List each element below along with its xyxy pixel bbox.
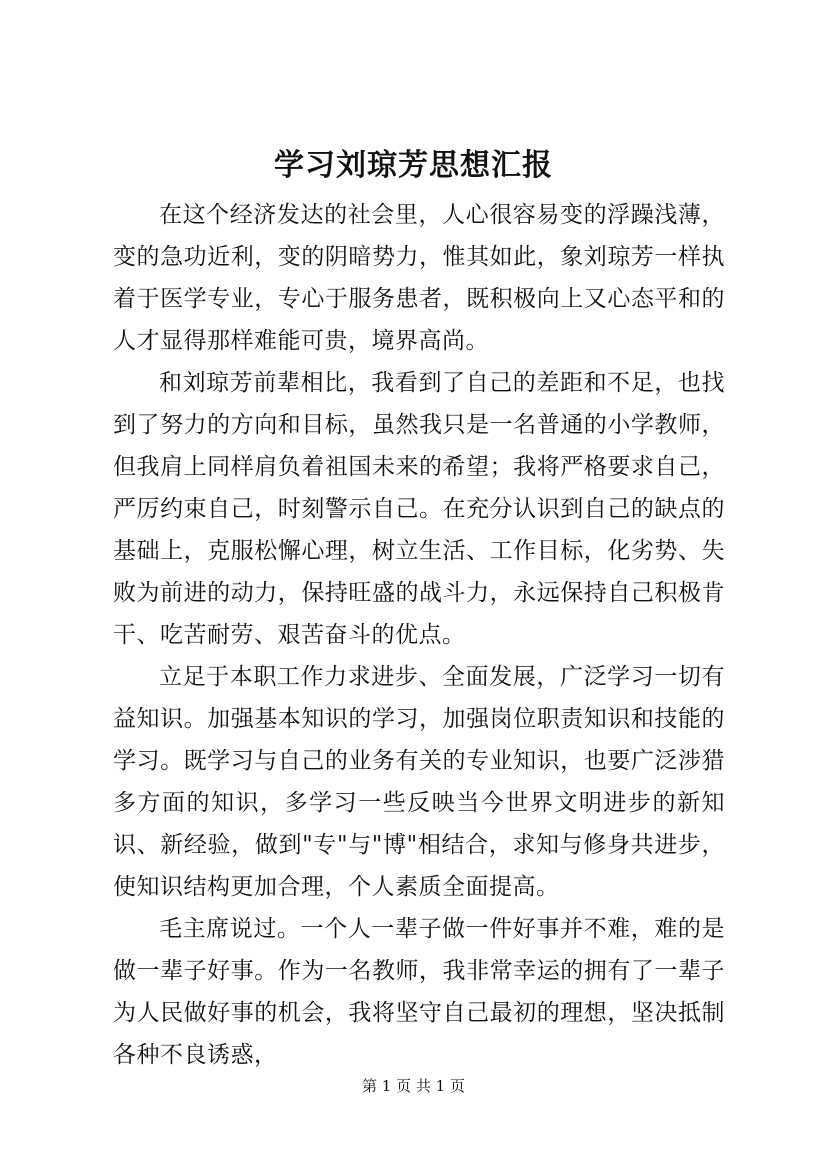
document-body: [113, 194, 725, 1076]
document-title: 学习刘琼芳思想汇报: [274, 148, 553, 183]
paragraph-3: 立足于本职工作力求进步、全面发展，广泛学习一切有益知识。加强基本知识的学习，加强岗位职责知识和技能的学习。既学习与自己的业务有关的专业知识，也要广泛涉猎多方面的知识，多学习一些反映当今世界文明进步的新知识、新经验，做到"专"与"博"相结合，求知与修身共进步，使知识结构更加合理，个人素质全面提高。: [113, 664, 725, 900]
paragraph-2: 和刘琼芳前辈相比，我看到了自己的差距和不足，也找到了努力的方向和目标，虽然我只是一名普通的小学教师，但我肩上同样肩负着祖国未来的希望；我将严格要求自己，严厉约束自己，时刻警示自己。在充分认识到自己的缺点的基础上，克服松懈心理，树立生活、工作目标，化劣势、失败为前进的动力，保持旺盛的战斗力，永远保持自己积极肯干、吃苦耐劳、艰苦奋斗的优点。: [113, 370, 725, 648]
paragraph-1: 在这个经济发达的社会里，人心很容易变的浮躁浅薄，变的急功近利，变的阴暗势力，惟其如此，象刘琼芳一样执着于医学专业，专心于服务患者，既积极向上又心态平和的人才显得那样难能可贵，境界高尚。: [113, 202, 725, 354]
paragraph-4: 毛主席说过。一个人一辈子做一件好事并不难，难的是做一辈子好事。作为一名教师，我非常幸运的拥有了一辈子为人民做好事的机会，我将坚守自己最初的理想，坚决抵制各种不良诱惑，: [113, 916, 725, 1068]
page-number-footer: 第 1 页 共 1 页: [362, 1077, 465, 1095]
